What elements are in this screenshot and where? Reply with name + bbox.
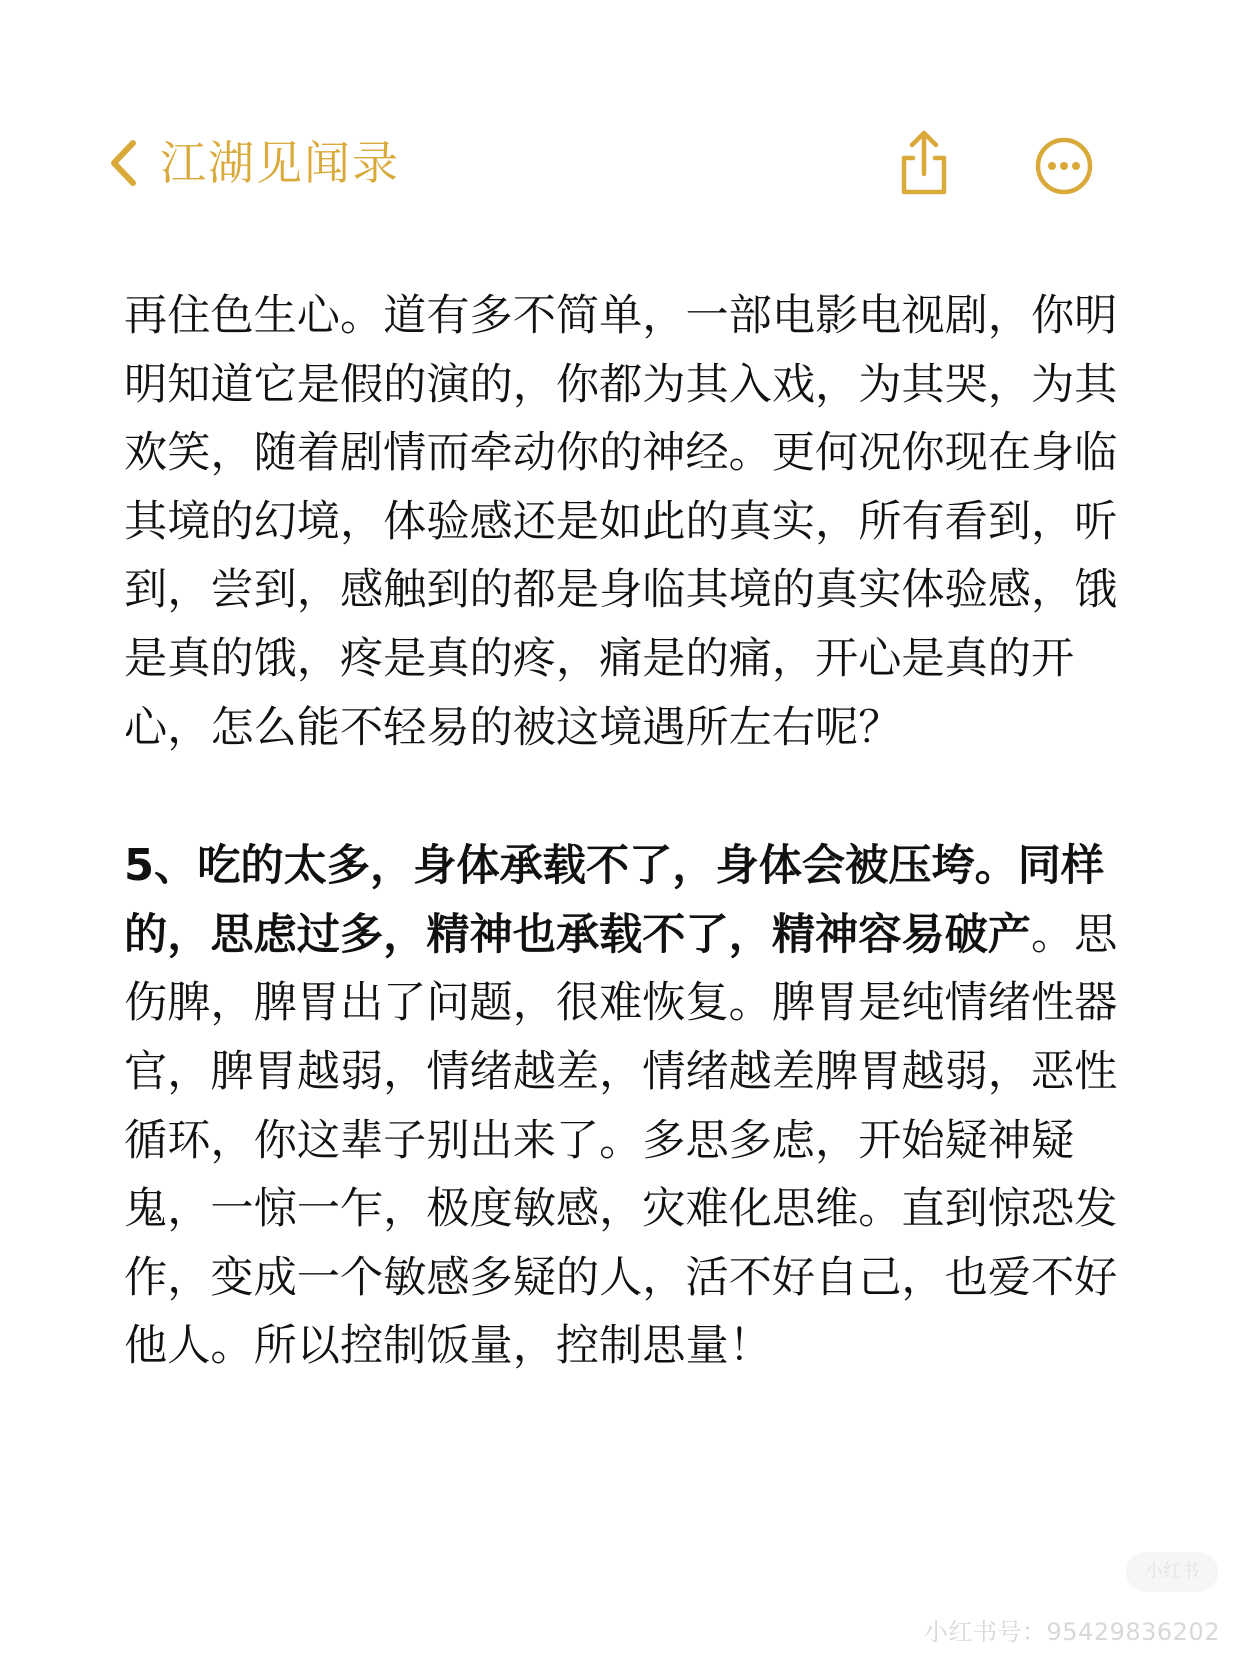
more-options-button[interactable]: [1034, 136, 1094, 196]
chevron-left-icon: [108, 139, 138, 187]
back-label: 江湖见闻录: [160, 136, 400, 190]
paragraph-2: [124, 832, 1134, 1381]
share-button[interactable]: [894, 128, 954, 200]
paragraph-2-rest: 。思伤脾，脾胃出了问题，很难恢复。脾胃是纯情绪性器官，脾胃越弱，情绪越差，情绪越差脾胃越弱，恶性循环，你这辈子别出来了。多思多虑，开始疑神疑鬼，一惊一乍，极度敏感，灾难化思维。直到惊恐发作，变成一个敏感多疑的人，活不好自己，也爱不好他人。所以控制饭量，控制思量！: [124, 909, 1118, 1372]
paragraph-1: 再住色生心。道有多不简单，一部电影电视剧，你明明知道它是假的演的，你都为其入戏，为其哭，为其欢笑，随着剧情而牵动你的神经。更何况你现在身临其境的幻境，体验感还是如此的真实，所有看到，听到，尝到，感触到的都是身临其境的真实体验感，饿是真的饿，疼是真的疼，痛是的痛，开心是真的开心，怎么能不轻易的被这境遇所左右呢？: [124, 291, 1118, 753]
navigation-bar: [0, 118, 1242, 208]
share-icon: [894, 128, 954, 200]
watermark-badge: 小红书: [1126, 1552, 1218, 1592]
paragraph-2-bold: 5、吃的太多，身体承载不了，身体会被压垮。同样的，思虑过多，精神也承载不了，精神容易破产: [124, 841, 1105, 960]
watermark-id: 小红书号：95429836202: [924, 1618, 1220, 1646]
note-body[interactable]: [124, 282, 1134, 1381]
back-button[interactable]: [108, 118, 400, 208]
more-icon: [1034, 136, 1094, 196]
